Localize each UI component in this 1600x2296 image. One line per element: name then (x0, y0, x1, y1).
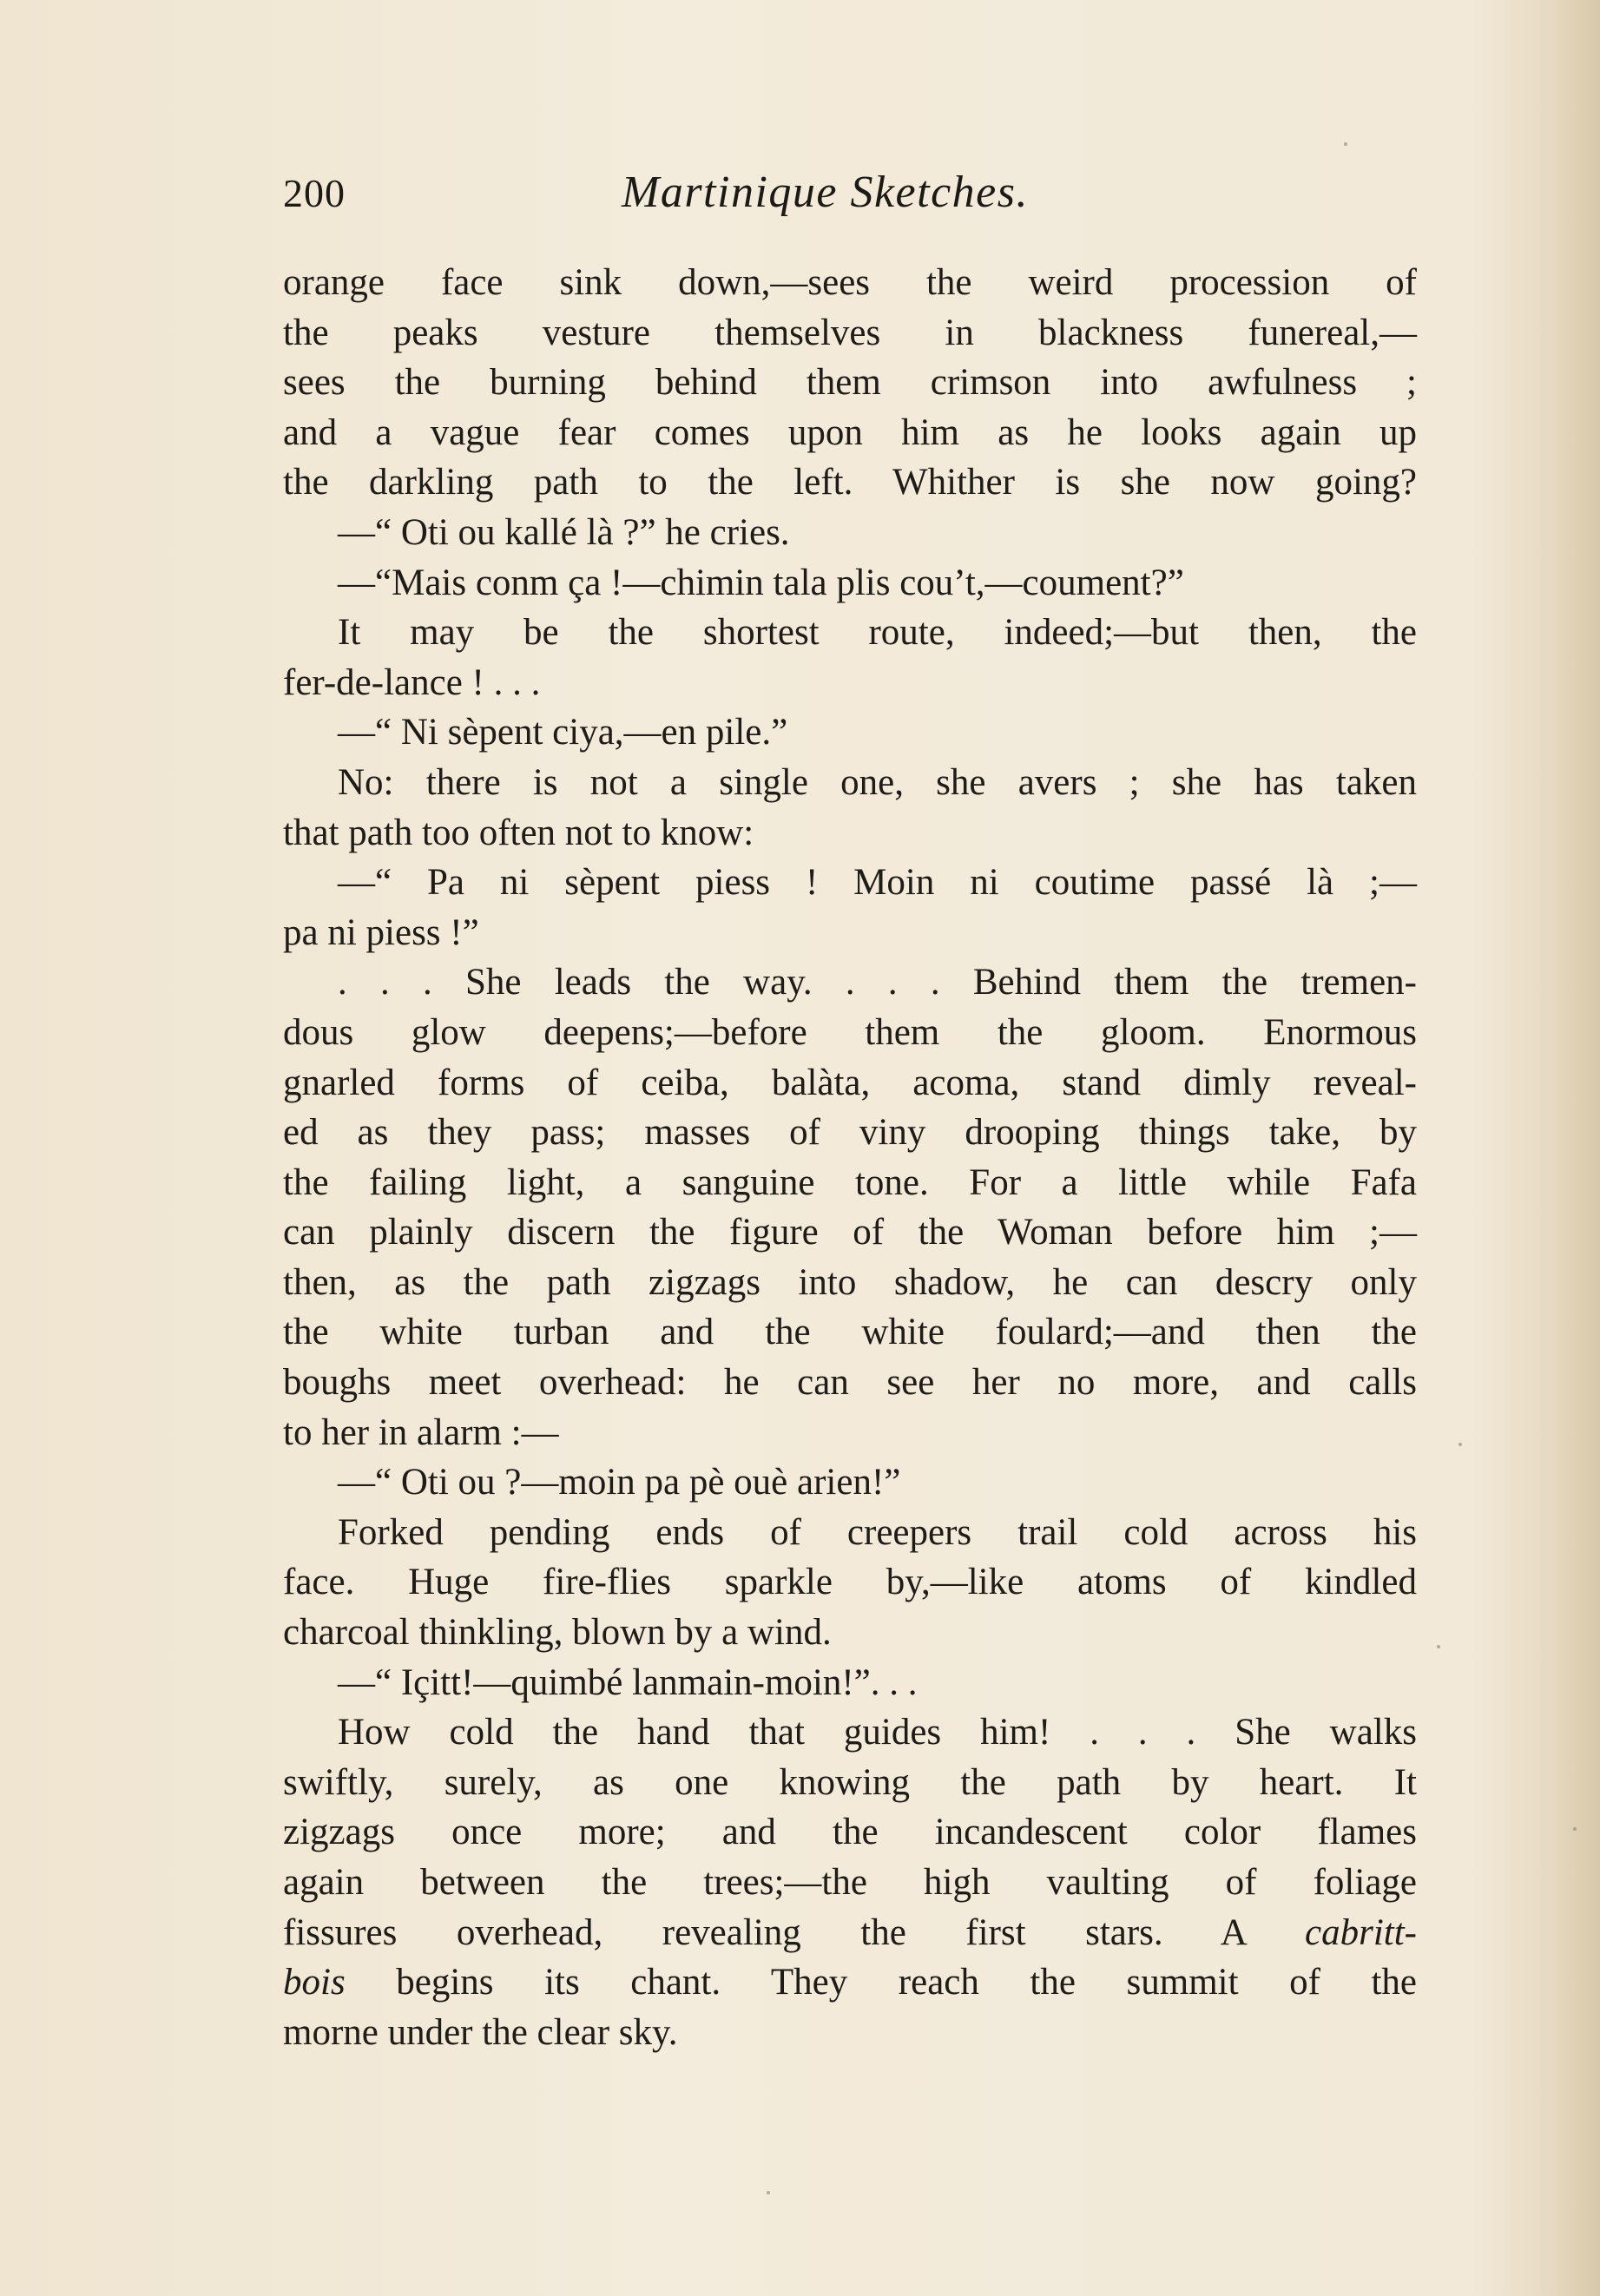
text-line: Forked pending ends of creepers trail cold across his (338, 1511, 1417, 1553)
text-line: . . . She leads the way. . . . Behind them the tremen- (338, 962, 1417, 1003)
text-line: —“ Oti ou kallé là ?” he cries. (338, 511, 790, 553)
text-line: face. Huge fire-flies sparkle by,—like atoms of kindled (283, 1562, 1417, 1603)
text-line: fer-de-lance ! . . . (283, 661, 541, 703)
text-line: and a vague fear comes upon him as he looks again up (283, 411, 1417, 453)
text-line: that path too often not to know: (283, 812, 754, 853)
text-line: again between the trees;—the high vaulting of foliage (283, 1862, 1417, 1903)
paper-speck (1344, 142, 1347, 146)
paper-speck (1437, 1645, 1440, 1648)
text-segment: begins its chant. They reach the summit of the (396, 1962, 1417, 2003)
italic-word: bois (283, 1962, 346, 2003)
text-line: gnarled forms of ceiba, balàta, acoma, stand dimly reveal- (283, 1062, 1417, 1103)
text-line: orange face sink down,—sees the weird procession of (283, 262, 1417, 303)
text-line (283, 1908, 1417, 1958)
text-line (283, 1957, 1417, 2008)
text-line: to her in alarm :— (283, 1411, 559, 1453)
text-line: the darkling path to the left. Whither is she now going? (283, 462, 1417, 503)
page-header (283, 170, 1417, 231)
text-line: dous glow deepens;—before them the gloom. Enormous (283, 1011, 1417, 1053)
paper-speck (1458, 1443, 1462, 1446)
body-text (283, 258, 1417, 2057)
italic-word: cabritt- (1305, 1911, 1417, 1953)
text-line: charcoal thinkling, blown by a wind. (283, 1612, 832, 1654)
text-line: swiftly, surely, as one knowing the path by heart. It (283, 1761, 1417, 1803)
text-segment: fissures overhead, revealing the first stars. A (283, 1911, 1306, 1953)
text-line: can plainly discern the figure of the Woman before him ;— (283, 1212, 1417, 1253)
text-line: pa ni piess !” (283, 911, 479, 953)
paper-speck (1573, 1827, 1577, 1831)
text-line: ed as they pass; masses of viny drooping things take, by (283, 1112, 1417, 1154)
text-line: —“ Içitt!—quimbé lanmain-moin!”. . . (338, 1661, 918, 1703)
text-line: zigzags once more; and the incandescent color flames (283, 1812, 1417, 1853)
text-line: the white turban and the white foulard;—and then the (283, 1312, 1417, 1353)
text-line: —“Mais conm ça !—chimin tala plis cou’t,—coument?” (338, 562, 1184, 603)
text-line: How cold the hand that guides him! . . . She walks (338, 1712, 1417, 1753)
text-line: morne under the clear sky. (283, 2011, 678, 2053)
text-line: —“ Ni sèpent ciya,—en pile.” (338, 712, 788, 753)
paper-speck (767, 2191, 770, 2194)
text-line: then, as the path zigzags into shadow, he can descry only (283, 1261, 1417, 1303)
text-line: boughs meet overhead: he can see her no more, and calls (283, 1362, 1417, 1404)
running-title: Martinique Sketches. (622, 168, 1029, 217)
text-line: —“ Oti ou ?—moin pa pè ouè arien!” (338, 1462, 901, 1503)
text-line: No: there is not a single one, she avers ; she has taken (338, 761, 1417, 803)
text-line: —“ Pa ni sèpent piess ! Moin ni coutime passé là ;— (338, 862, 1417, 904)
text-line: It may be the shortest route, indeed;—but then, the (338, 612, 1417, 654)
page-number: 200 (283, 171, 346, 215)
text-line: sees the burning behind them crimson into awfulness ; (283, 362, 1417, 404)
text-line: the peaks vesture themselves in blackness funereal,— (283, 312, 1417, 353)
text-line: the failing light, a sanguine tone. For a little while Fafa (283, 1161, 1417, 1203)
